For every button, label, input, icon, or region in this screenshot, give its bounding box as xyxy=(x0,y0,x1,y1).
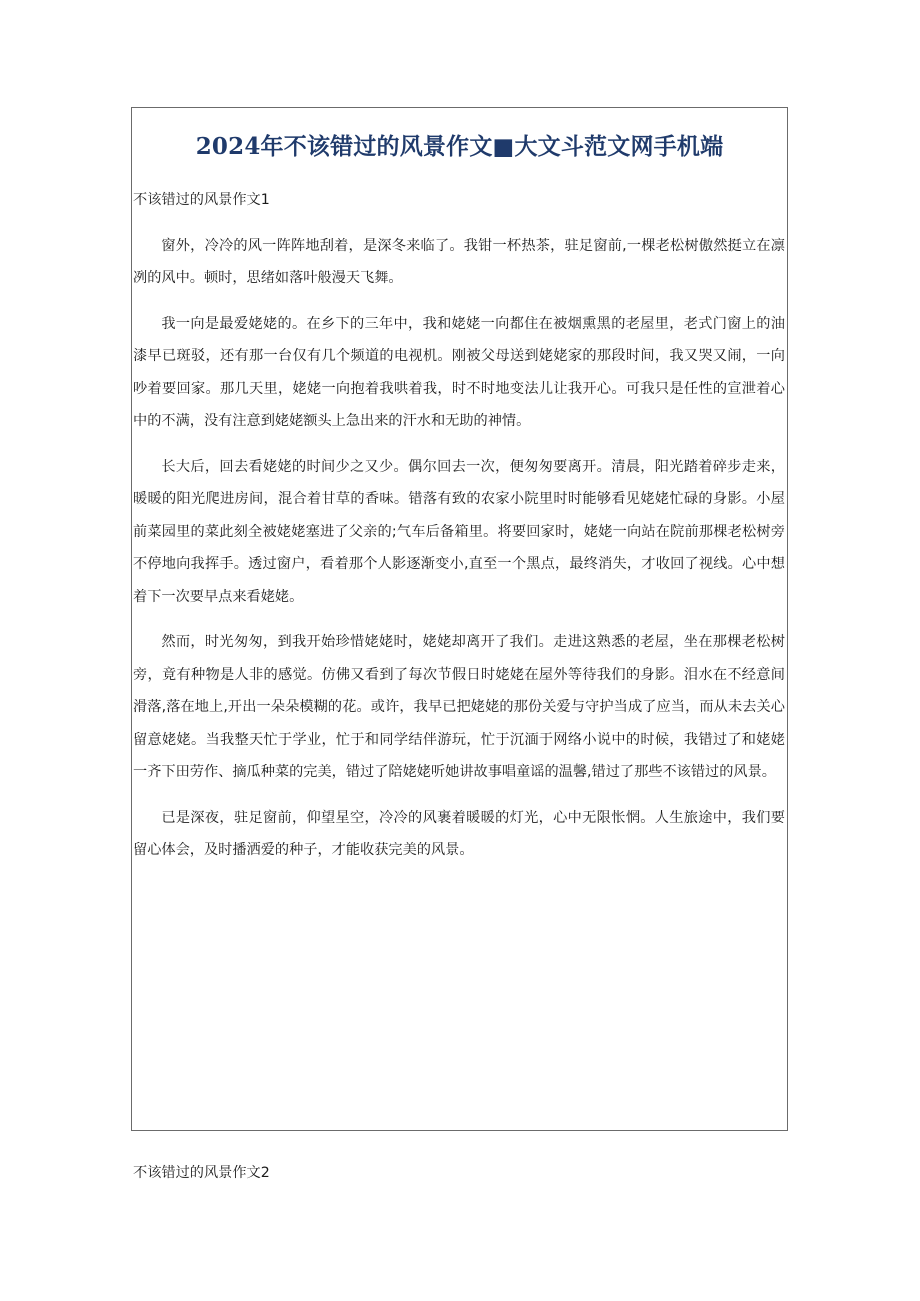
paragraph-1: 窗外，冷冷的风一阵阵地刮着，是深冬来临了。我钳一杯热茶，驻足窗前,一棵老松树傲然挺立在凛冽的风中。顿时，思绪如落叶般漫天飞舞。 xyxy=(133,237,785,286)
document-title: 2024年不该错过的风景作文■大文斗范文网手机端 xyxy=(195,133,724,161)
paragraph-4: 然而，时光匆匆，到我开始珍惜姥姥时，姥姥却离开了我们。走进这熟悉的老屋，坐在那棵老松树旁，竟有种物是人非的感觉。仿佛又看到了每次节假日时姥姥在屋外等待我们的身影。泪水在不经意间滑落,落在地上,开出一朵朵模糊的花。或许，我早已把姥姥的那份关爱与守护当成了应当，而从未去关心留意姥姥。当我整天忙于学业，忙于和同学结伴游玩，忙于沉湎于网络小说中的时候，我错过了和姥姥一齐下田劳作、摘瓜种菜的完美，错过了陪姥姥听她讲故事唱童谣的温馨,错过了那些不该错过的风景。 xyxy=(133,634,785,780)
section-heading: 不该错过的风景作文1 xyxy=(133,192,270,208)
paragraph-3: 长大后，回去看姥姥的时间少之又少。偶尔回去一次，便匆匆要离开。清晨，阳光踏着碎步走来，暖暖的阳光爬进房间，混合着甘草的香味。错落有致的农家小院里时时能够看见姥姥忙碌的身影。小屋前菜园里的菜此刻全被姥姥塞进了父亲的;气车后备箱里。将要回家时，姥姥一向站在院前那棵老松树旁不停地向我挥手。透过窗户，看着那个人影逐渐变小,直至一个黑点，最终消失，才收回了视线。心中想着下一次要早点来看姥姥。 xyxy=(133,458,785,605)
paragraph-5: 已是深夜，驻足窗前，仰望星空，冷冷的风裹着暖暖的灯光，心中无限怅惘。人生旅途中，我们要留心体会，及时播洒爱的种子，才能收获完美的风景。 xyxy=(133,809,785,858)
section-heading-2: 不该错过的风景作文2 xyxy=(133,1165,270,1181)
paragraph-2: 我一向是最爱姥姥的。在乡下的三年中，我和姥姥一向都住在被烟熏黑的老屋里，老式门窗上的油漆早已斑驳，还有那一台仅有几个频道的电视机。刚被父母送到姥姥家的那段时间，我又哭又闹，一向吵着要回家。那几天里，姥姥一向抱着我哄着我，时不时地变法儿让我开心。可我只是任性的宣泄着心中的不满，没有注意到姥姥额头上急出来的汗水和无助的神情。 xyxy=(133,315,785,429)
essay-body xyxy=(133,184,785,880)
